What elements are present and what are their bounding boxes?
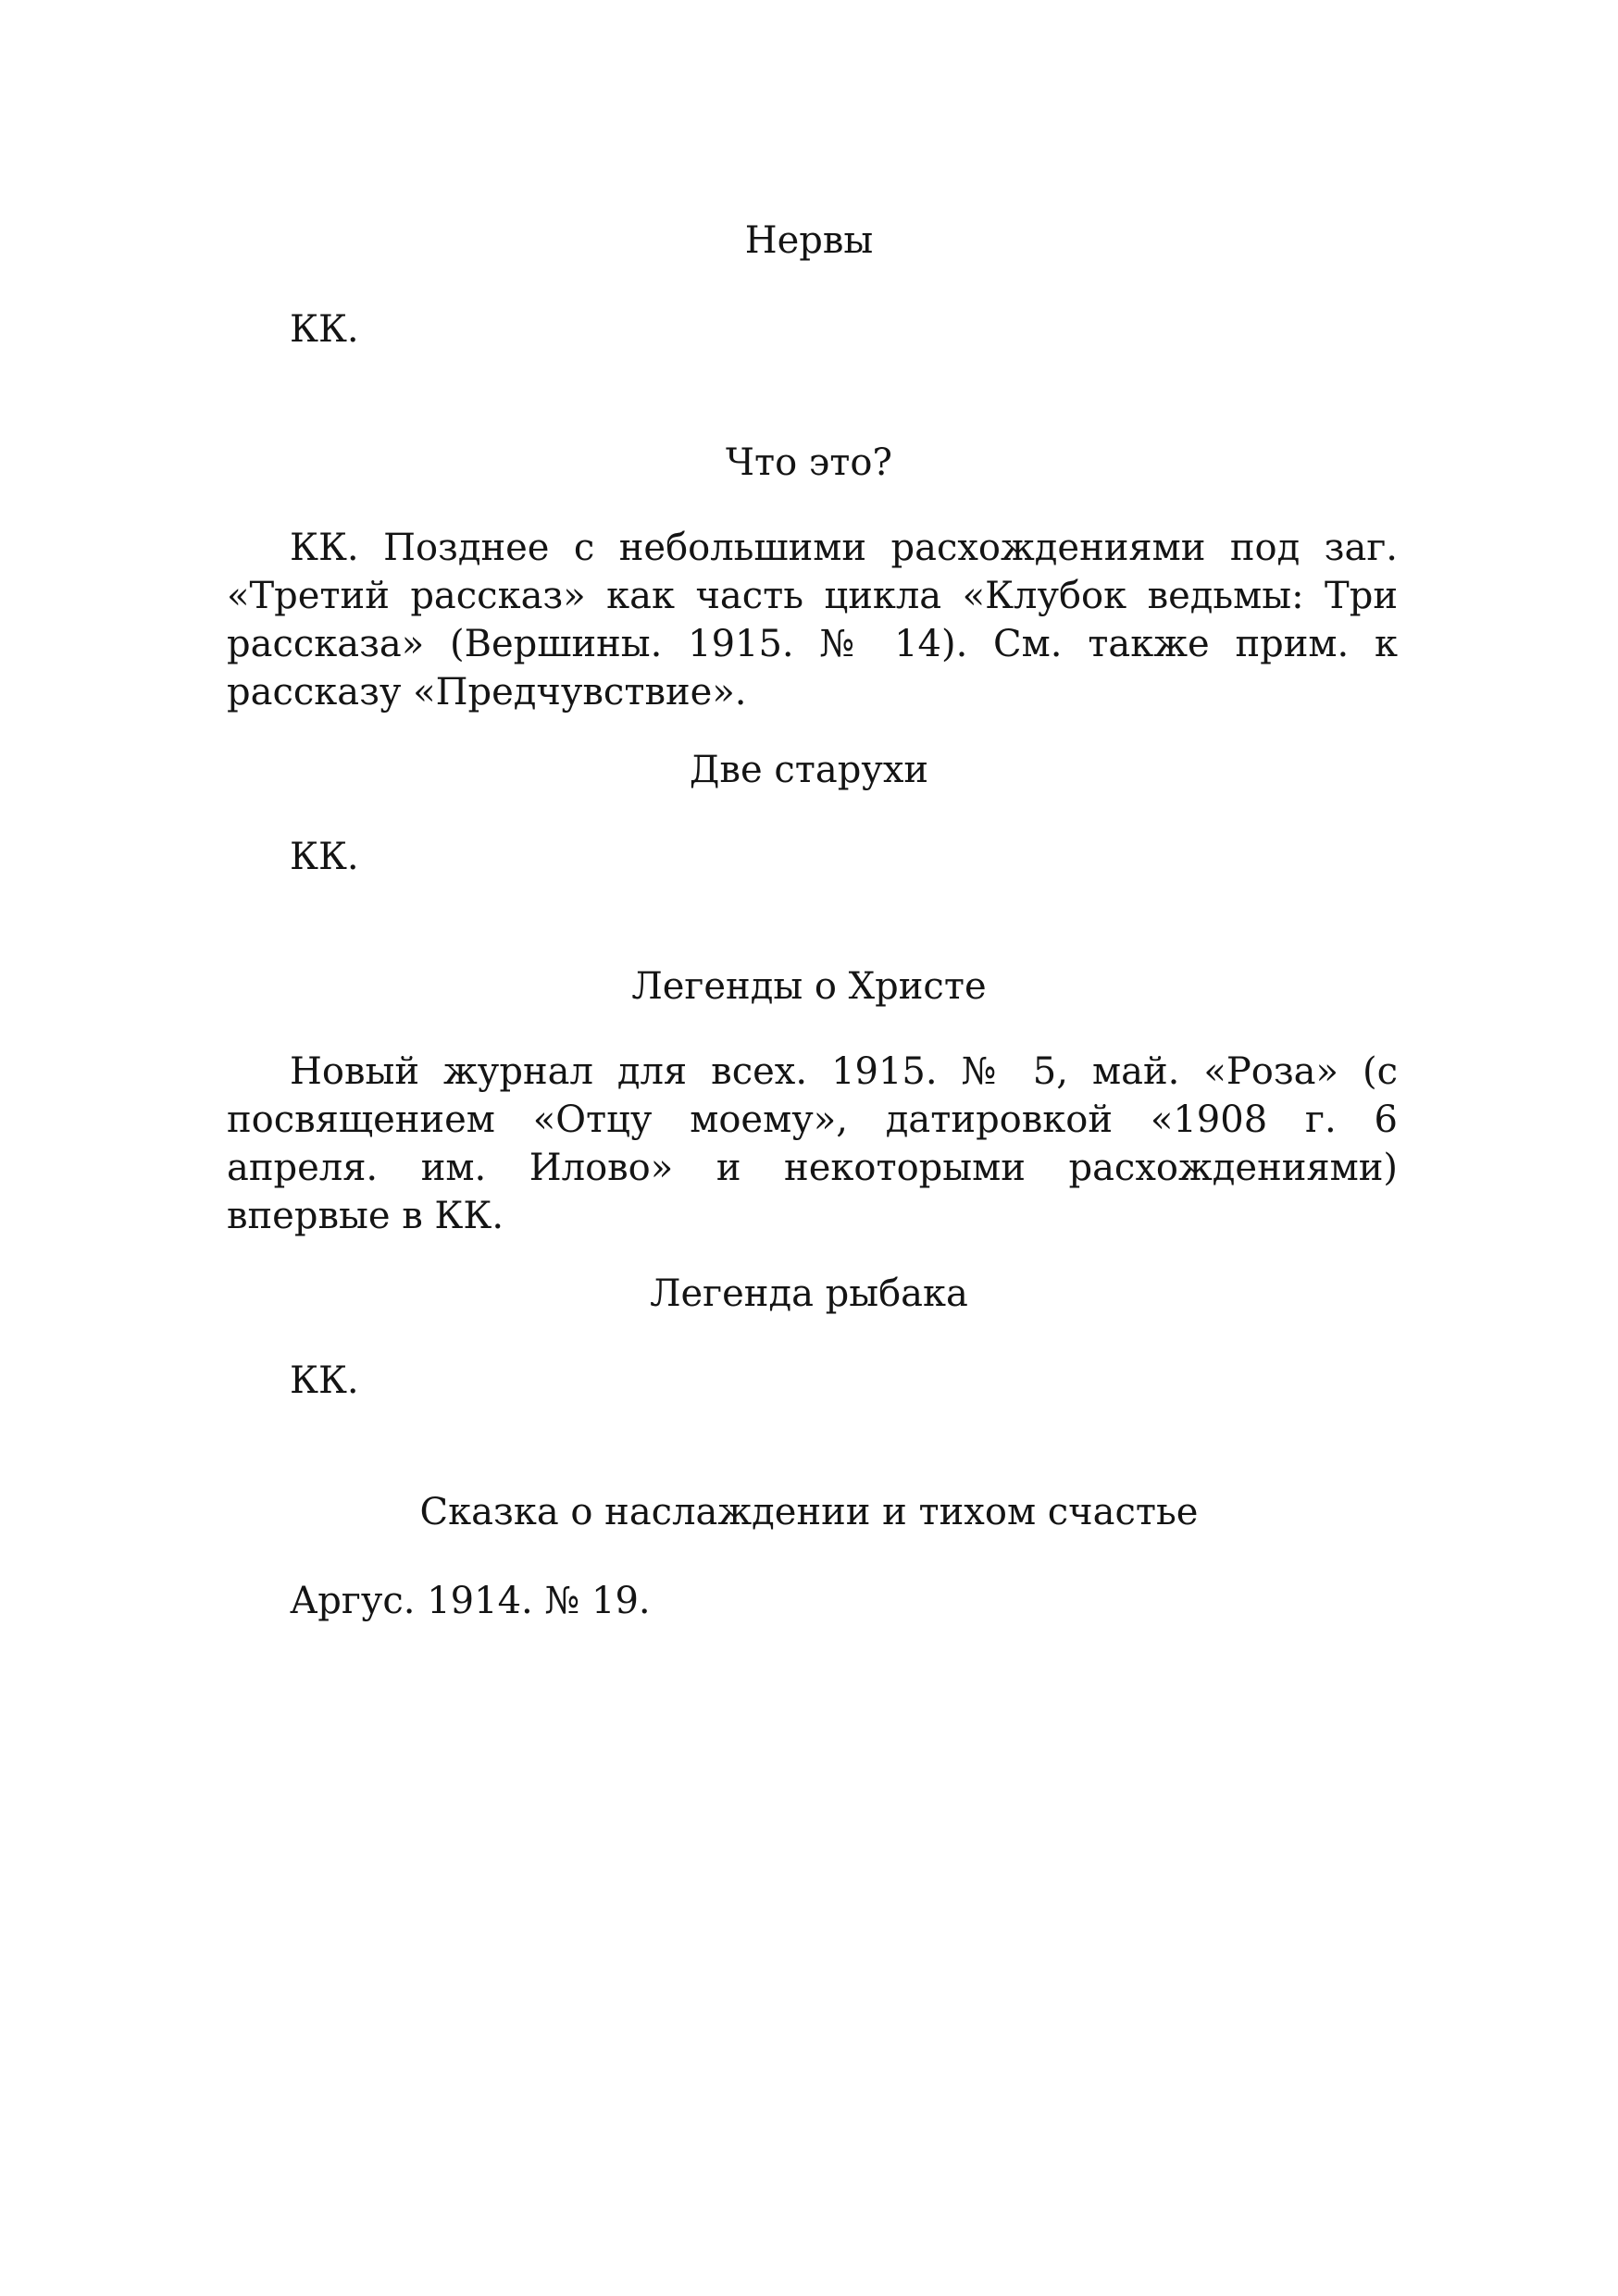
entry-title: Нервы (744, 219, 874, 262)
entry-text: КК. Позднее с небольшими расхождениями под заг. «Третий рассказ» как часть цикла «Клубок ведьмы: Три рассказа» (Вершины. 1915. № 14). См. также прим. к рассказу «Предчувствие». (227, 527, 1398, 714)
entry-text: КК. (290, 308, 359, 351)
entry-text: Новый журнал для всех. 1915. № 5, май. «Роза» (с посвящением «Отцу моему», датировкой «1908 г. 6 апреля. им. Илово» и некоторыми расхождениями) впервые в КК. (227, 1050, 1398, 1237)
entry-title: Две старухи (689, 749, 929, 791)
entry-text: Аргус. 1914. № 19. (290, 1580, 651, 1622)
entry-title: Легенды о Христе (631, 965, 987, 1008)
entry-title: Легенда рыбака (650, 1272, 968, 1315)
entry-text: КК. (290, 836, 359, 878)
entry-text: КК. (290, 1359, 359, 1402)
entry-title: Что это? (726, 441, 892, 484)
entry-title: Сказка о наслаждении и тихом счастье (419, 1491, 1199, 1533)
